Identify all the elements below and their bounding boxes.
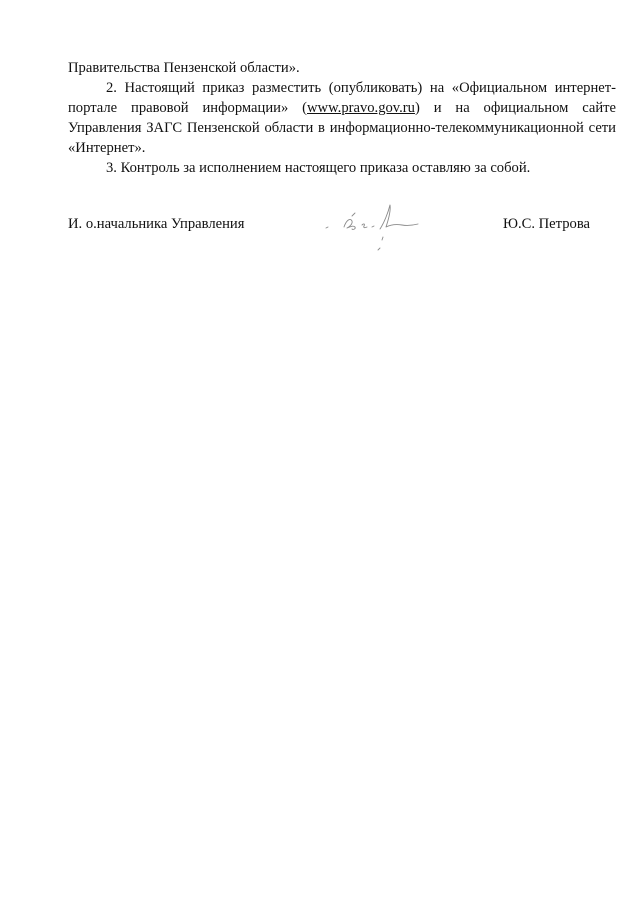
paragraph-1-tail: Правительства Пензенской области». <box>68 60 300 76</box>
signatory-position: И. о.начальника Управления <box>68 216 245 232</box>
paragraph-3: 3. Контроль за исполнением настоящего приказа оставляю за собой. <box>106 160 531 176</box>
document-body <box>68 58 616 178</box>
signature-block <box>68 214 590 254</box>
paragraph-2-text-end: ) и на официальном сайте Управления ЗАГС Пензенской области в информационно-телекоммуникационной сети «Интернет». <box>68 100 617 156</box>
signatory-name: Ю.С. Петрова <box>502 216 590 232</box>
paragraph-2-text-start: 2. Настоящий приказ разместить (опубликовать) на «Официальном интернет-портале правовой информации» ( <box>68 80 616 116</box>
handwritten-signature <box>322 200 432 256</box>
paragraph-2 <box>68 78 616 158</box>
pravo-gov-link[interactable]: www.pravo.gov.ru <box>307 100 415 116</box>
